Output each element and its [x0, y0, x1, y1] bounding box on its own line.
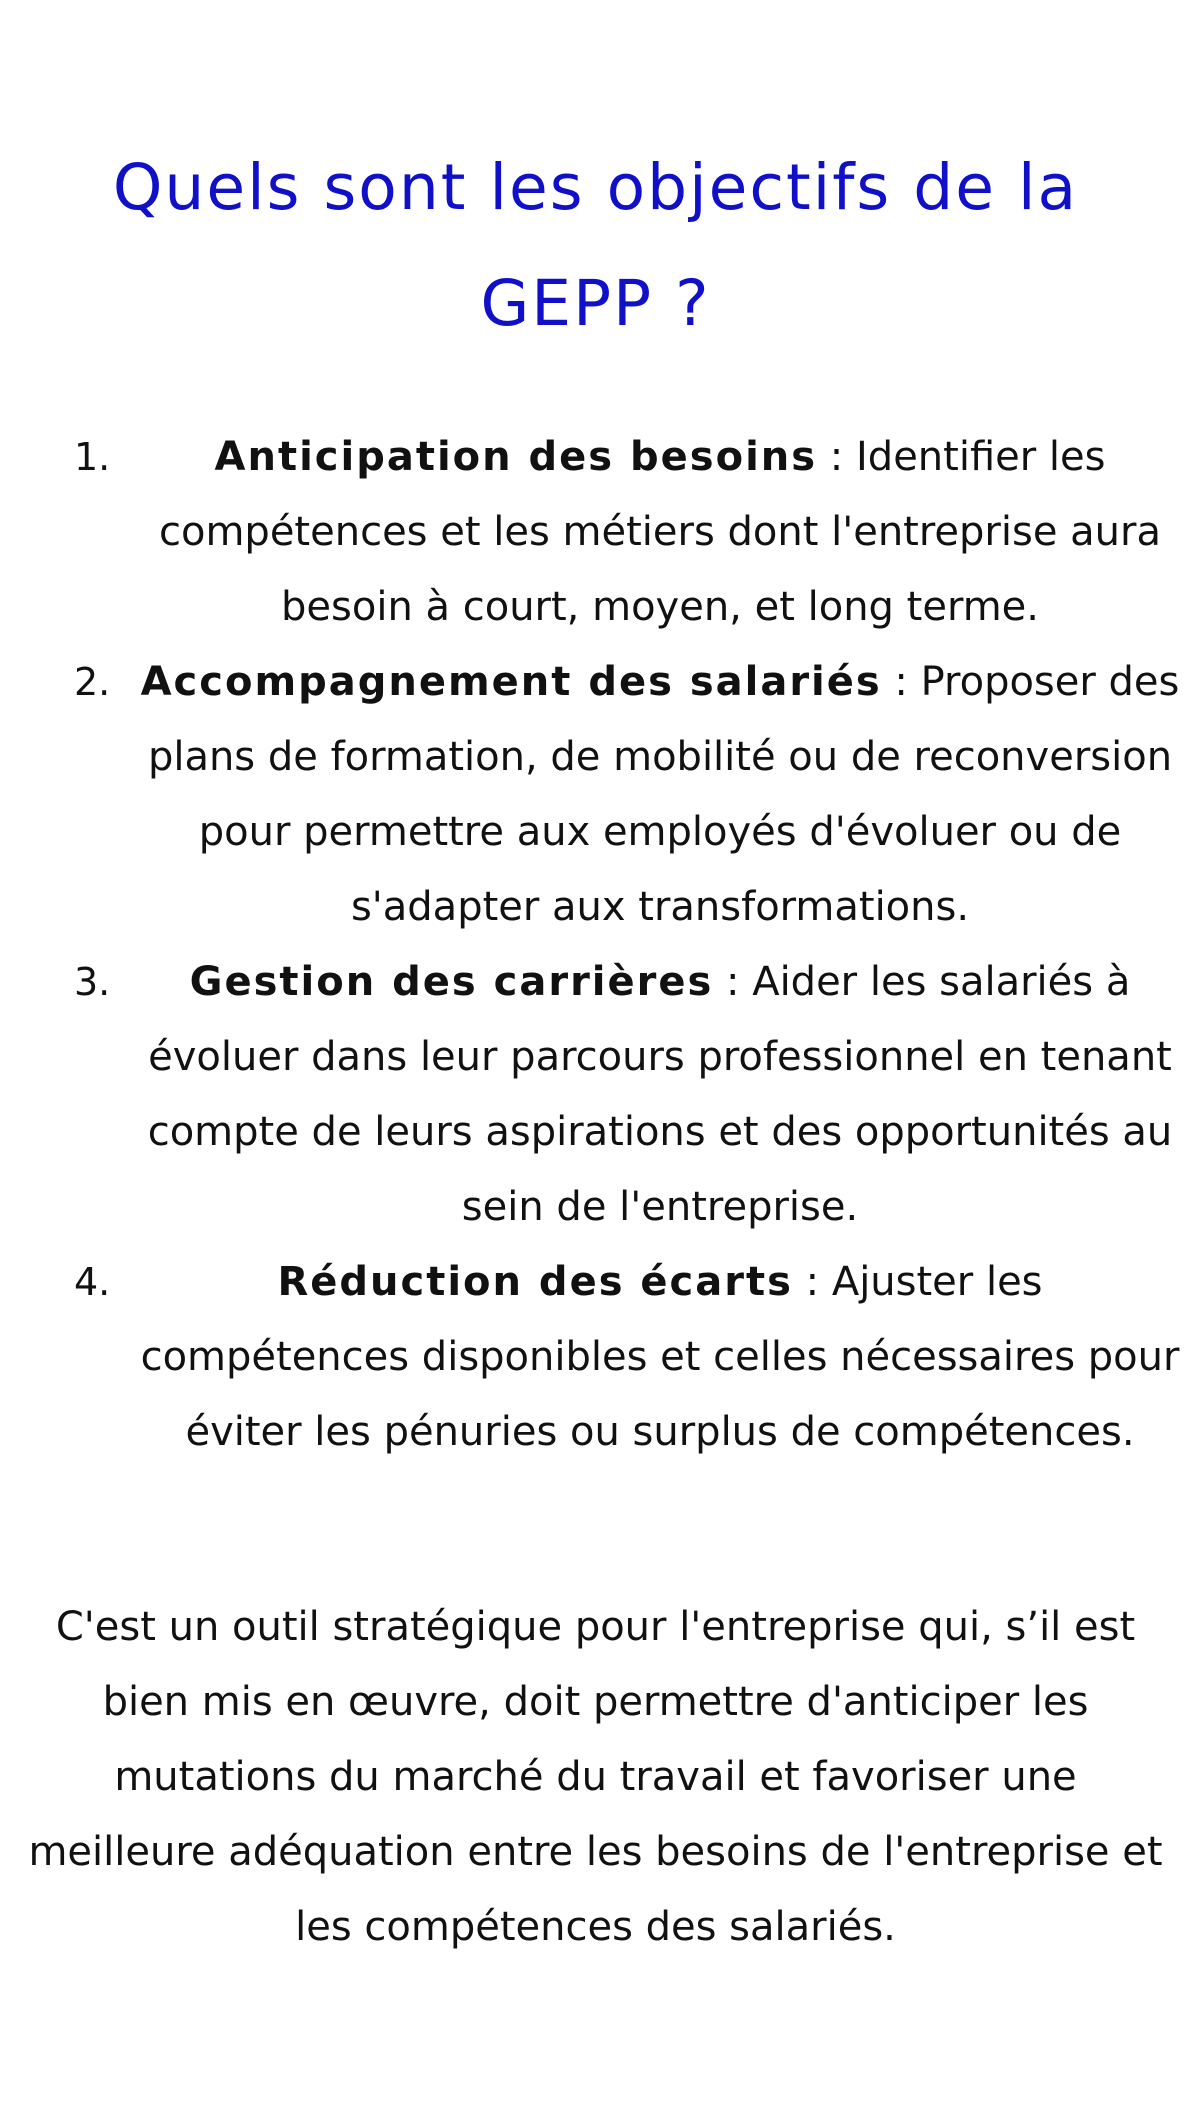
conclusion-paragraph: C'est un outil stratégique pour l'entreprise qui, s’il est bien mis en œuvre, doit permettre d'anticiper les mutations du marché du travail et favoriser une meilleure adéquation entre les besoins de l'entreprise et les compétences des salariés.	[28, 1604, 1163, 1950]
objective-description: Ajuster les compétences disponibles et celles nécessaires pour éviter les pénuries ou surplus de compétences.	[140, 1259, 1180, 1455]
objective-item	[60, 945, 1180, 1245]
objective-item	[60, 420, 1180, 645]
objective-description: Proposer des plans de formation, de mobilité ou de reconversion pour permettre aux employés d'évoluer ou de s'adapter aux transformations.	[147, 659, 1180, 930]
objective-term: Anticipation des besoins	[214, 434, 818, 480]
objective-number: 1.	[74, 435, 111, 479]
objective-separator: :	[713, 959, 753, 1005]
objective-term: Accompagnement des salariés	[140, 659, 882, 705]
page-title: Quels sont les objectifs de la GEPP ?	[112, 151, 1079, 340]
objective-description: Identifier les compétences et les métiers dont l'entreprise aura besoin à court, moyen, et long terme.	[159, 434, 1161, 630]
objective-description: Aider les salariés à évoluer dans leur parcours professionnel en tenant compte de leurs aspirations et des opportunités au sein de l'entreprise.	[147, 959, 1173, 1230]
objectives-list	[60, 420, 1180, 1470]
objective-item	[60, 645, 1180, 945]
objective-separator: :	[881, 659, 921, 705]
objective-item	[60, 1245, 1180, 1470]
objective-number: 4.	[74, 1260, 111, 1304]
objective-separator: :	[792, 1259, 832, 1305]
objective-number: 2.	[74, 660, 111, 704]
objective-separator: :	[817, 434, 856, 480]
objective-term: Réduction des écarts	[277, 1259, 793, 1305]
objective-term: Gestion des carrières	[189, 959, 714, 1005]
objective-number: 3.	[74, 960, 111, 1004]
